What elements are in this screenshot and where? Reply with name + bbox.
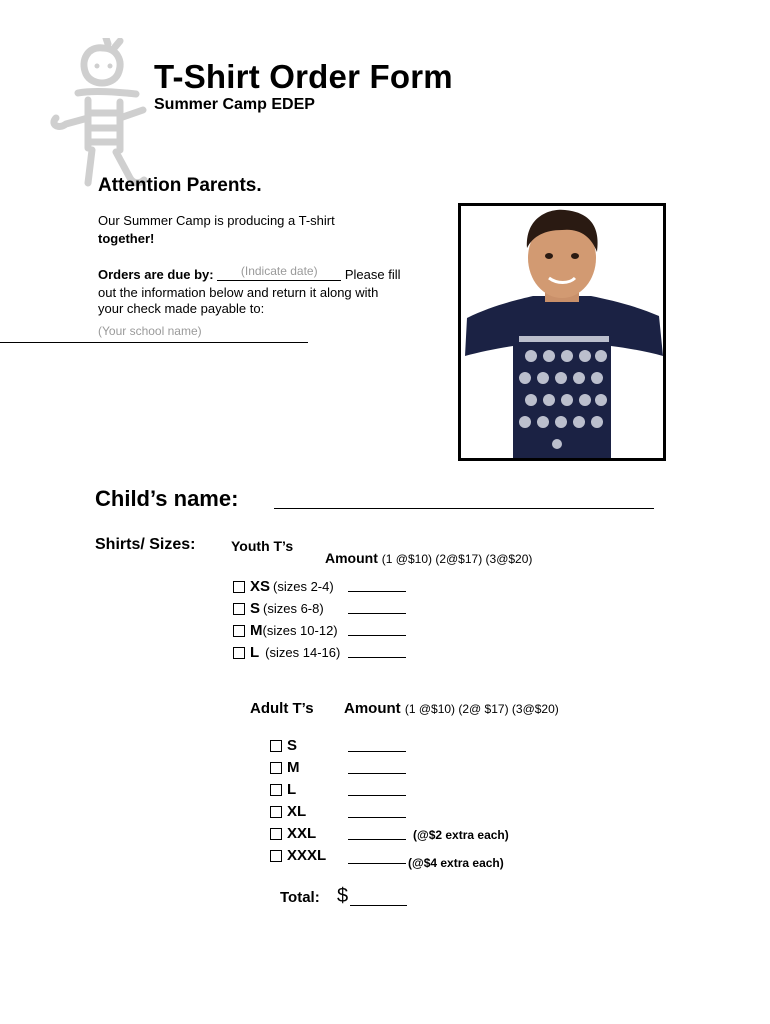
youth-row-xs <box>233 578 334 595</box>
due-date-placeholder: (Indicate date) <box>240 264 318 278</box>
adult-xxl-note: (@$2 extra each) <box>413 828 509 842</box>
adult-xxxl-checkbox[interactable] <box>270 850 282 862</box>
adult-amount-label: Amount <box>344 700 401 717</box>
total-label: Total: <box>280 889 320 906</box>
intro-line-4: out the information below and return it along with <box>98 285 379 300</box>
adult-amount-prices: (1 @$10) (2@ $17) (3@$20) <box>404 702 559 716</box>
youth-amount-prices: (1 @$10) (2@$17) (3@$20) <box>381 552 533 566</box>
school-name-placeholder: (Your school name) <box>98 324 202 338</box>
shirts-sizes-label: Shirts/ Sizes: <box>95 536 196 553</box>
adult-m-size: M <box>287 759 300 776</box>
adult-s-size: S <box>287 737 298 754</box>
adult-xxl-size: XXL <box>287 825 317 842</box>
youth-group-label: Youth T’s <box>231 538 294 554</box>
adult-group-label: Adult T’s <box>250 700 314 717</box>
youth-m-amount-field[interactable] <box>348 635 406 636</box>
adult-l-amount-field[interactable] <box>348 795 406 796</box>
youth-row-s <box>233 600 324 617</box>
youth-xs-range: (sizes 2-4) <box>273 579 334 594</box>
adult-xxxl-note: (@$4 extra each) <box>408 856 504 870</box>
youth-s-size: S <box>250 600 261 617</box>
youth-m-range: (sizes 10-12) <box>262 623 338 638</box>
total-amount-field[interactable] <box>350 905 407 906</box>
adult-s-amount-field[interactable] <box>348 751 406 752</box>
adult-amount-header <box>344 700 559 717</box>
adult-m-amount-field[interactable] <box>348 773 406 774</box>
adult-xl-checkbox[interactable] <box>270 806 282 818</box>
adult-m-checkbox[interactable] <box>270 762 282 774</box>
kid-doodle-logo-icon <box>48 38 163 188</box>
intro-line-1: Our Summer Camp is producing a T-shirt <box>98 213 335 228</box>
adult-xl-amount-field[interactable] <box>348 817 406 818</box>
adult-l-checkbox[interactable] <box>270 784 282 796</box>
adult-xxxl-amount-field[interactable] <box>348 863 406 864</box>
youth-l-checkbox[interactable] <box>233 647 245 659</box>
youth-xs-amount-field[interactable] <box>348 591 406 592</box>
child-in-tshirt-photo-icon <box>461 206 663 458</box>
intro-line-2: together! <box>98 231 155 246</box>
total-currency: $ <box>337 885 349 907</box>
intro-line-5: your check made payable to: <box>98 301 265 316</box>
youth-xs-size: XS <box>250 578 271 595</box>
youth-amount-label: Amount <box>325 550 378 566</box>
youth-amount-header <box>325 550 532 566</box>
youth-l-range: (sizes 14-16) <box>265 645 341 660</box>
adult-xxl-checkbox[interactable] <box>270 828 282 840</box>
due-date-row <box>98 266 401 285</box>
adult-xxl-amount-field[interactable] <box>348 839 406 840</box>
attention-heading: Attention Parents. <box>98 175 262 196</box>
youth-l-size: L <box>250 644 260 661</box>
adult-row-xl <box>270 803 306 820</box>
due-date-field[interactable] <box>217 262 341 281</box>
adult-row-s <box>270 737 297 754</box>
adult-row-xxxl <box>270 847 326 864</box>
adult-row-l <box>270 781 296 798</box>
adult-s-checkbox[interactable] <box>270 740 282 752</box>
due-date-label: Orders are due by: <box>98 267 214 282</box>
child-name-field[interactable] <box>274 508 654 509</box>
youth-s-checkbox[interactable] <box>233 603 245 615</box>
adult-row-xxl <box>270 825 316 842</box>
due-date-after: Please fill <box>344 267 401 282</box>
school-name-field[interactable] <box>0 322 308 343</box>
youth-m-size: M <box>250 622 263 639</box>
page-subtitle: Summer Camp EDEP <box>154 96 315 113</box>
child-name-label: Child’s name: <box>95 486 239 511</box>
adult-l-size: L <box>287 781 297 798</box>
youth-xs-checkbox[interactable] <box>233 581 245 593</box>
child-photo <box>458 203 666 461</box>
page-title: T-Shirt Order Form <box>154 58 453 95</box>
adult-xl-size: XL <box>287 803 307 820</box>
youth-s-amount-field[interactable] <box>348 613 406 614</box>
youth-l-amount-field[interactable] <box>348 657 406 658</box>
adult-xxxl-size: XXXL <box>287 847 327 864</box>
adult-row-m <box>270 759 300 776</box>
youth-row-m <box>233 622 338 639</box>
youth-m-checkbox[interactable] <box>233 625 245 637</box>
youth-row-l <box>233 644 340 661</box>
youth-s-range: (sizes 6-8) <box>263 601 324 616</box>
